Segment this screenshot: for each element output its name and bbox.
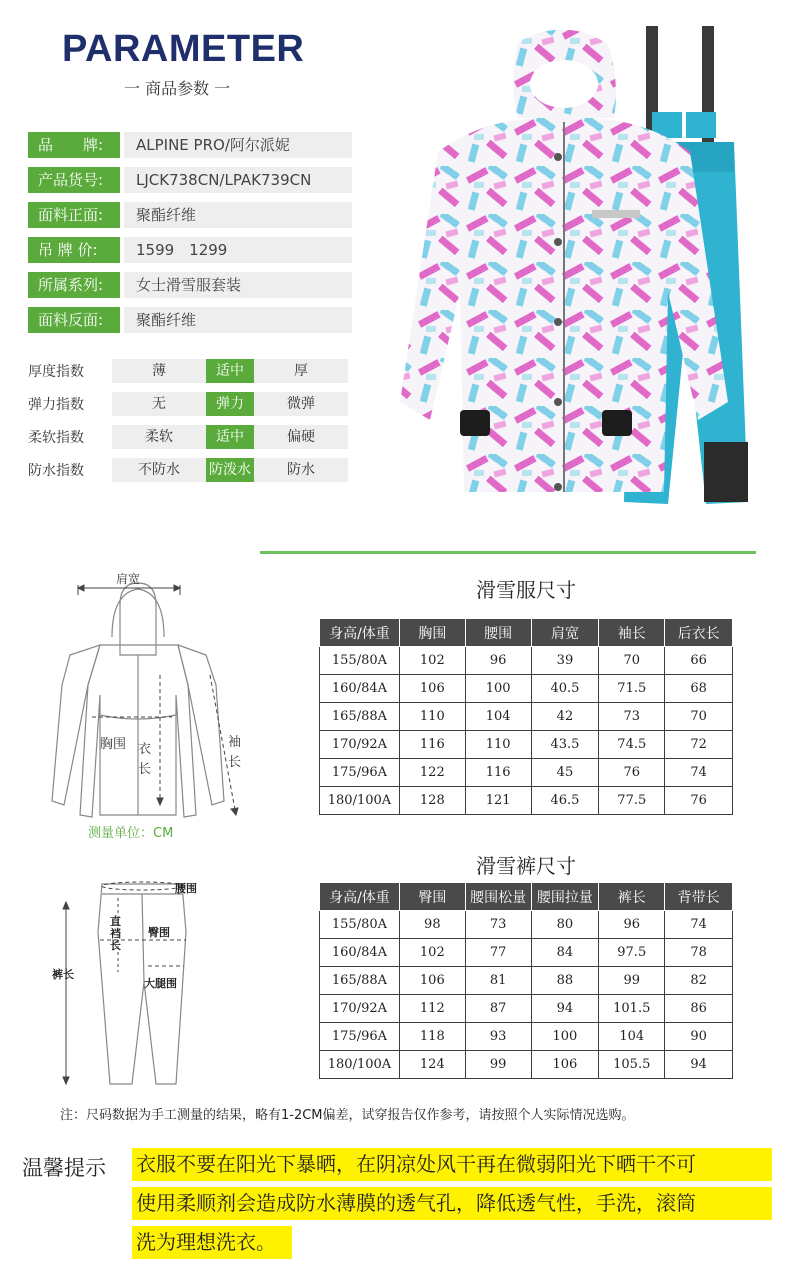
table-cell: 74: [665, 911, 733, 939]
table-cell: 39: [531, 647, 599, 675]
table-cell: 118: [399, 1023, 465, 1051]
measure-unit-note: 测量单位：CM: [88, 826, 174, 841]
param-value: 女士滑雪服套装: [124, 272, 352, 298]
table-cell: 155/80A: [320, 911, 400, 939]
jacket-shape: [400, 29, 728, 492]
table-row: [320, 1051, 733, 1079]
param-row-price: [28, 237, 352, 263]
table-cell: 97.5: [599, 939, 665, 967]
index-row-elasticity: [28, 392, 348, 416]
diagram-label-chest: 胸围: [100, 737, 127, 752]
pants-measure-diagram: [52, 872, 212, 1092]
table-row: [320, 731, 733, 759]
table-cell: 73: [465, 911, 531, 939]
table-cell: 102: [399, 939, 465, 967]
param-label: 产品货号:: [28, 167, 120, 193]
param-row-sku: [28, 167, 352, 193]
table-row: [320, 939, 733, 967]
table-cell: 160/84A: [320, 675, 400, 703]
index-option-high: 偏硬: [287, 429, 315, 445]
size-note: 注：尺码数据为手工测量的结果，略有1-2CM偏差，试穿报告仅作参考，请按照个人实际情况选购。: [60, 1108, 635, 1123]
column-header: 胸围: [399, 619, 465, 647]
table-cell: 104: [599, 1023, 665, 1051]
diagram-label-thigh: 大腿围: [144, 977, 177, 990]
tip-line: 洗为理想洗衣。: [132, 1226, 292, 1259]
index-option-high: 微弹: [287, 396, 315, 412]
table-cell: 121: [465, 787, 531, 815]
column-header: 后衣长: [665, 619, 733, 647]
table-cell: 101.5: [599, 995, 665, 1023]
table-cell: 40.5: [531, 675, 599, 703]
table-cell: 74: [665, 759, 733, 787]
table-cell: 124: [399, 1051, 465, 1079]
diagram-label-hip: 臀围: [148, 926, 170, 939]
table-cell: 116: [399, 731, 465, 759]
table-cell: 175/96A: [320, 759, 400, 787]
table-cell: 106: [531, 1051, 599, 1079]
index-option-high: 防水: [287, 462, 315, 478]
table-cell: 46.5: [531, 787, 599, 815]
column-header: 肩宽: [531, 619, 599, 647]
table-cell: 100: [465, 675, 531, 703]
index-option-low: 薄: [152, 363, 166, 379]
column-header: 裤长: [599, 883, 665, 911]
index-row-waterproof: [28, 458, 348, 482]
table-cell: 72: [665, 731, 733, 759]
table-cell: 68: [665, 675, 733, 703]
table-cell: 94: [531, 995, 599, 1023]
param-value: 聚酯纤维: [124, 307, 352, 333]
param-value: 1599 1299: [124, 237, 352, 263]
table-cell: 70: [665, 703, 733, 731]
diagram-label-rise: 直裆长: [110, 915, 121, 952]
table-header-row: [320, 883, 733, 911]
table-row: [320, 995, 733, 1023]
index-option-low: 柔软: [145, 429, 173, 445]
index-label: 厚度指数: [28, 364, 84, 380]
param-label: 所属系列:: [28, 272, 120, 298]
table-cell: 77.5: [599, 787, 665, 815]
table-cell: 170/92A: [320, 995, 400, 1023]
table-cell: 45: [531, 759, 599, 787]
table-cell: 88: [531, 967, 599, 995]
index-scale: [112, 392, 348, 416]
jacket-measure-diagram: [40, 565, 280, 840]
table-cell: 155/80A: [320, 647, 400, 675]
table-cell: 100: [531, 1023, 599, 1051]
section-divider: [260, 551, 756, 554]
table-cell: 77: [465, 939, 531, 967]
index-option-selected: 弹力: [206, 392, 254, 416]
table-cell: 165/88A: [320, 703, 400, 731]
table-cell: 165/88A: [320, 967, 400, 995]
table-cell: 90: [665, 1023, 733, 1051]
table-cell: 76: [599, 759, 665, 787]
param-row-fabric-front: [28, 202, 352, 228]
table-cell: 76: [665, 787, 733, 815]
table-cell: 105.5: [599, 1051, 665, 1079]
tips-label: 温馨提示: [22, 1156, 106, 1180]
pants-size-title: 滑雪裤尺寸: [476, 854, 576, 878]
column-header: 身高/体重: [320, 883, 400, 911]
table-cell: 180/100A: [320, 787, 400, 815]
table-cell: 170/92A: [320, 731, 400, 759]
param-value: ALPINE PRO/阿尔派妮: [124, 132, 352, 158]
param-label: 吊 牌 价:: [28, 237, 120, 263]
table-cell: 112: [399, 995, 465, 1023]
jacket-size-table: [319, 618, 733, 815]
table-row: [320, 647, 733, 675]
column-header: 腰围松量: [465, 883, 531, 911]
index-row-thickness: [28, 359, 348, 383]
table-cell: 93: [465, 1023, 531, 1051]
index-option-selected: 防泼水: [206, 458, 254, 482]
index-label: 弹力指数: [28, 397, 84, 413]
table-header-row: [320, 619, 733, 647]
column-header: 腰围: [465, 619, 531, 647]
table-cell: 80: [531, 911, 599, 939]
product-photo: [368, 22, 760, 514]
table-cell: 73: [599, 703, 665, 731]
pants-size-table: [319, 882, 733, 1079]
param-label: 面料正面:: [28, 202, 120, 228]
table-row: [320, 967, 733, 995]
table-row: [320, 759, 733, 787]
index-option-low: 无: [152, 396, 166, 412]
index-option-selected: 适中: [206, 359, 254, 383]
index-option-selected: 适中: [206, 425, 254, 449]
tip-line: 衣服不要在阳光下暴晒，在阴凉处风干再在微弱阳光下晒干不可: [132, 1148, 772, 1181]
table-cell: 96: [465, 647, 531, 675]
index-label: 柔软指数: [28, 430, 84, 446]
table-row: [320, 787, 733, 815]
column-header: 身高/体重: [320, 619, 400, 647]
diagram-label-sleeve: 袖长: [228, 735, 242, 770]
table-cell: 70: [599, 647, 665, 675]
tip-line: 使用柔顺剂会造成防水薄膜的透气孔，降低透气性，手洗，滚筒: [132, 1187, 772, 1220]
table-cell: 78: [665, 939, 733, 967]
param-row-series: [28, 272, 352, 298]
table-cell: 180/100A: [320, 1051, 400, 1079]
index-scale: [112, 425, 348, 449]
table-cell: 66: [665, 647, 733, 675]
table-cell: 99: [599, 967, 665, 995]
table-cell: 43.5: [531, 731, 599, 759]
table-row: [320, 911, 733, 939]
index-row-softness: [28, 425, 348, 449]
param-row-brand: [28, 132, 352, 158]
table-cell: 98: [399, 911, 465, 939]
diagram-label-shoulder: 肩宽: [116, 572, 141, 586]
diagram-label-length: 衣长: [138, 742, 152, 777]
param-label: 面料反面:: [28, 307, 120, 333]
column-header: 背带长: [665, 883, 733, 911]
param-value: LJCK738CN/LPAK739CN: [124, 167, 352, 193]
column-header: 腰围拉量: [531, 883, 599, 911]
table-cell: 106: [399, 675, 465, 703]
param-value: 聚酯纤维: [124, 202, 352, 228]
table-cell: 160/84A: [320, 939, 400, 967]
column-header: 袖长: [599, 619, 665, 647]
table-cell: 42: [531, 703, 599, 731]
diagram-label-waist: 腰围: [175, 882, 197, 895]
param-row-fabric-back: [28, 307, 352, 333]
table-cell: 110: [465, 731, 531, 759]
table-row: [320, 703, 733, 731]
index-label: 防水指数: [28, 463, 84, 479]
index-option-low: 不防水: [138, 462, 180, 478]
table-cell: 74.5: [599, 731, 665, 759]
table-cell: 82: [665, 967, 733, 995]
table-row: [320, 1023, 733, 1051]
table-cell: 116: [465, 759, 531, 787]
table-row: [320, 675, 733, 703]
table-cell: 84: [531, 939, 599, 967]
param-label: 品 牌:: [28, 132, 120, 158]
table-cell: 86: [665, 995, 733, 1023]
table-cell: 106: [399, 967, 465, 995]
table-cell: 81: [465, 967, 531, 995]
table-cell: 96: [599, 911, 665, 939]
index-scale: [112, 359, 348, 383]
index-option-high: 厚: [294, 363, 308, 379]
table-cell: 110: [399, 703, 465, 731]
table-cell: 94: [665, 1051, 733, 1079]
page-subtitle: 一 商品参数 一: [124, 79, 231, 98]
table-cell: 87: [465, 995, 531, 1023]
column-header: 臀围: [399, 883, 465, 911]
table-cell: 128: [399, 787, 465, 815]
table-cell: 104: [465, 703, 531, 731]
table-cell: 175/96A: [320, 1023, 400, 1051]
table-cell: 99: [465, 1051, 531, 1079]
table-cell: 71.5: [599, 675, 665, 703]
table-cell: 122: [399, 759, 465, 787]
page-title: PARAMETER: [62, 28, 305, 70]
index-scale: [112, 458, 348, 482]
jacket-size-title: 滑雪服尺寸: [476, 578, 576, 602]
table-cell: 102: [399, 647, 465, 675]
diagram-label-pants-length: 裤长: [52, 968, 74, 981]
